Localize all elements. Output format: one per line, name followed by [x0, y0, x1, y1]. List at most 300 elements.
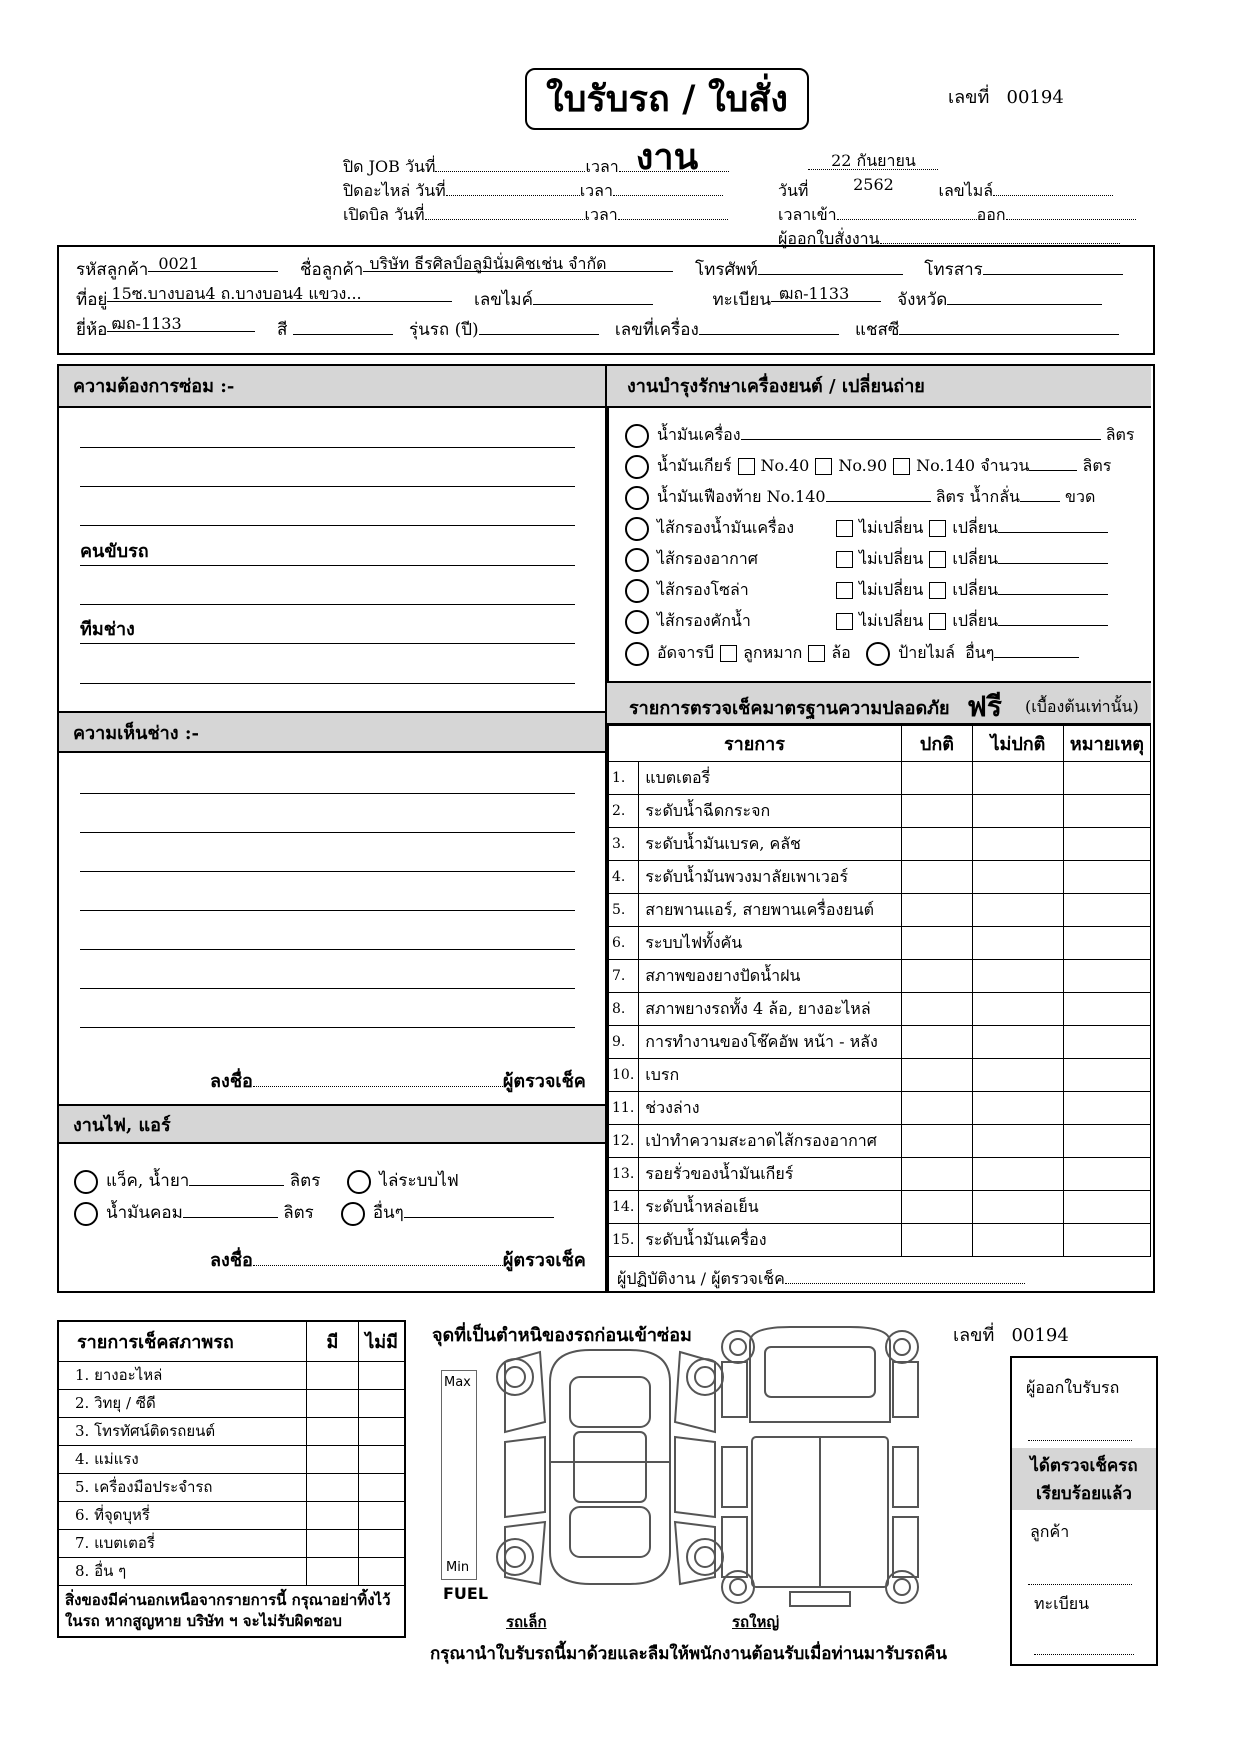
condition-table — [57, 1320, 406, 1638]
safety-title: รายการตรวจเช็คมาตรฐานความปลอดภัย — [629, 698, 950, 719]
car-diagram — [490, 1322, 920, 1612]
table-row — [58, 1473, 405, 1501]
plate-label: ทะเบียน — [712, 290, 771, 310]
table-row — [608, 1026, 1151, 1059]
safety-item: สภาพยางรถทั้ง 4 ล้อ, ยางอะไหล่ — [639, 993, 902, 1026]
doc-number-value: 00194 — [1006, 87, 1064, 108]
remark-cell[interactable] — [1063, 1191, 1150, 1224]
page-title: ใบรับรถ / ใบสั่งงาน — [525, 68, 809, 130]
comp-oil-liter: ลิตร — [283, 1203, 314, 1223]
remark-cell[interactable] — [1063, 960, 1150, 993]
safety-item: ระดับน้ำฉีดกระจก — [639, 795, 902, 828]
diesel-filter-no-change-checkbox[interactable] — [836, 582, 853, 599]
abnormal-cell[interactable] — [972, 993, 1063, 1026]
free-label: ฟรี — [967, 690, 1002, 723]
change-label: เปลี่ยน — [952, 611, 999, 630]
date-line — [778, 151, 1136, 203]
remark-cell[interactable] — [1063, 1158, 1150, 1191]
small-car-outline — [497, 1350, 723, 1584]
condition-item: 5. เครื่องมือประจำรถ — [58, 1473, 306, 1501]
gear-oil-liter: ลิตร — [1082, 456, 1112, 475]
table-row — [608, 795, 1151, 828]
close-parts-time-label: เวลา — [579, 181, 613, 200]
electric-checker-label: ผู้ตรวจเช็ค — [502, 1250, 586, 1271]
abnormal-cell[interactable] — [972, 762, 1063, 795]
table-row — [58, 1417, 405, 1445]
electric-options — [74, 1165, 554, 1229]
ball-joint-checkbox[interactable] — [720, 645, 737, 662]
row-number: 14. — [608, 1191, 639, 1224]
water-filter-no-change-checkbox[interactable] — [836, 613, 853, 630]
plate-value: ฒถ-1133 — [778, 284, 850, 303]
filter-row — [625, 516, 1108, 541]
team-label: ทีมช่าง — [80, 619, 135, 640]
air-filter-label: ไส้กรองอากาศ — [657, 549, 758, 568]
customer-code-label: รหัสลูกค้า — [76, 260, 149, 280]
have-cell[interactable] — [306, 1445, 359, 1473]
abnormal-cell[interactable] — [972, 894, 1063, 927]
engine-oil-label: น้ำมันเครื่อง — [657, 425, 741, 444]
abnormal-cell[interactable] — [972, 861, 1063, 894]
receive-dates — [778, 151, 1136, 251]
customer-name-label: ชื่อลูกค้า — [299, 260, 364, 280]
mile-sign-label: ป้ายไมล์ — [898, 643, 955, 662]
row-number: 12. — [608, 1125, 639, 1158]
table-row — [608, 1059, 1151, 1092]
have-cell[interactable] — [306, 1417, 359, 1445]
row-number: 13. — [608, 1158, 639, 1191]
maintenance-heading: งานบำรุงรักษาเครื่องยนต์ / เปลี่ยนถ่าย — [607, 366, 1151, 408]
open-bill-label: เปิดบิล วันที่ — [343, 205, 425, 224]
opinion-heading: ความเห็นช่าง :- — [59, 711, 607, 753]
condition-item: 3. โทรทัศน์ติดรถยนต์ — [58, 1417, 306, 1445]
row-number: 7. — [608, 960, 639, 993]
opinion-signature — [210, 1066, 586, 1095]
safety-item: ระดับน้ำมันเครื่อง — [639, 1224, 902, 1257]
oil-filter-label: ไส้กรองน้ำมันเครื่อง — [657, 518, 795, 537]
table-row — [58, 1501, 405, 1529]
model-label: รุ่นรถ (ปี) — [409, 320, 479, 340]
opinion-line — [80, 1027, 575, 1028]
condition-item: 1. ยางอะไหล่ — [58, 1361, 306, 1389]
issuer-label: ผู้ออกใบสั่งงาน — [778, 229, 880, 248]
electric-signature — [210, 1245, 586, 1274]
mileage-label: เลขไมล์ — [938, 181, 994, 200]
remark-cell[interactable] — [1063, 993, 1150, 1026]
remark-cell[interactable] — [1063, 1059, 1150, 1092]
normal-cell[interactable] — [901, 795, 972, 828]
air-filter-radio[interactable] — [625, 548, 649, 572]
address-value: 15ซ.บางบอน4 ถ.บางบอน4 แขวง... — [111, 284, 362, 303]
driver-label: คนขับรถ — [80, 541, 149, 562]
close-parts-label: ปิดอะไหล่ วันที่ — [343, 181, 446, 200]
normal-cell[interactable] — [901, 861, 972, 894]
table-row — [608, 1092, 1151, 1125]
row-number: 1. — [608, 762, 639, 795]
close-job-label: ปิด JOB วันที่ — [343, 157, 436, 176]
none-cell[interactable] — [359, 1501, 405, 1529]
vacuum-label: แว็ค, น้ำยา — [106, 1171, 190, 1191]
remark-cell[interactable] — [1063, 828, 1150, 861]
customer-name-value: บริษัท ธีรศิลป์อลูมินั่มคิชเช่น จำกัด — [369, 254, 607, 273]
normal-cell[interactable] — [901, 1026, 972, 1059]
small-car-label: รถเล็ก — [506, 1613, 547, 1631]
diesel-filter-radio[interactable] — [625, 579, 649, 603]
row-number: 15. — [608, 1224, 639, 1257]
opinion-line — [80, 832, 575, 833]
customer-code-value: 0021 — [158, 254, 200, 273]
table-row — [608, 861, 1151, 894]
safety-item: ช่วงล่าง — [639, 1092, 902, 1125]
abnormal-cell[interactable] — [972, 1026, 1063, 1059]
diesel-filter-label: ไส้กรองโซล่า — [657, 580, 749, 599]
safety-item: สภาพของยางปัดน้ำฝน — [639, 960, 902, 993]
electric-row-1 — [74, 1165, 554, 1197]
table-row — [58, 1445, 405, 1473]
electric-other-label: อื่นๆ — [372, 1203, 404, 1223]
abnormal-cell[interactable] — [972, 1092, 1063, 1125]
repair-line — [80, 525, 575, 526]
safety-item: เบรก — [639, 1059, 902, 1092]
air-filter-no-change-checkbox[interactable] — [836, 551, 853, 568]
none-cell[interactable] — [359, 1417, 405, 1445]
no-change-label: ไม่เปลี่ยน — [859, 611, 924, 630]
time-line — [778, 203, 1136, 227]
row-number: 5. — [608, 894, 639, 927]
normal-cell[interactable] — [901, 927, 972, 960]
mileage-label-2: เลขไมค์ — [474, 290, 533, 310]
filter-row — [625, 609, 1108, 634]
table-row — [58, 1389, 405, 1417]
stub-box — [1010, 1356, 1158, 1666]
safety-item: ระดับน้ำมันเบรค, คลัช — [639, 828, 902, 861]
big-car-outline — [722, 1327, 918, 1606]
no140-checkbox[interactable] — [893, 458, 910, 475]
normal-cell[interactable] — [901, 1224, 972, 1257]
abnormal-cell[interactable] — [972, 828, 1063, 861]
have-cell[interactable] — [306, 1529, 359, 1557]
change-label: เปลี่ยน — [952, 518, 999, 537]
table-row — [58, 1557, 405, 1585]
ball-joint-label: ลูกหมาก — [743, 643, 803, 662]
have-cell[interactable] — [306, 1473, 359, 1501]
fuel-gauge — [441, 1370, 477, 1580]
safety-item: ระดับน้ำมันพวงมาลัยเพาเวอร์ — [639, 861, 902, 894]
no40-checkbox[interactable] — [738, 458, 755, 475]
condition-warning: สิ่งของมีค่านอกเหนือจากรายการนี้ กรุณาอย่าทิ้งไว้ในรถ หากสูญหาย บริษัท ฯ จะไม่รับผิดชอบ — [58, 1585, 405, 1637]
comp-oil-label: น้ำมันคอม — [106, 1203, 183, 1223]
comp-oil-radio[interactable] — [74, 1202, 98, 1226]
safety-heading — [607, 681, 1151, 725]
water-label: น้ำกลั่น — [969, 487, 1020, 506]
diff-oil-liter: ลิตร — [935, 487, 965, 506]
condition-item: 2. วิทยุ / ซีดี — [58, 1389, 306, 1417]
customer-info — [76, 255, 1123, 345]
none-cell[interactable] — [359, 1529, 405, 1557]
remark-cell[interactable] — [1063, 1224, 1150, 1257]
row-number: 6. — [608, 927, 639, 960]
opinion-line — [80, 871, 575, 872]
stub-plate-line — [1034, 1640, 1134, 1655]
table-row — [608, 828, 1151, 861]
table-row — [58, 1529, 405, 1557]
have-cell[interactable] — [306, 1389, 359, 1417]
row-number: 3. — [608, 828, 639, 861]
filter-row — [625, 547, 1108, 572]
normal-cell[interactable] — [901, 960, 972, 993]
opinion-line — [80, 949, 575, 950]
opinion-line — [80, 910, 575, 911]
safety-item: ระดับน้ำหล่อเย็น — [639, 1191, 902, 1224]
sign-label: ลงชื่อ — [210, 1071, 253, 1092]
diff-oil-radio[interactable] — [625, 486, 649, 510]
repair-line — [80, 486, 575, 487]
have-cell[interactable] — [306, 1557, 359, 1585]
doc-number — [948, 82, 1064, 111]
oil-filter-radio[interactable] — [625, 517, 649, 541]
diagram-footer: กรุณานำใบรับรถนี้มาด้วยและลืมให้พนักงานต้อนรับเมื่อท่านมารับรถคืน — [430, 1644, 947, 1664]
engine-oil-liter: ลิตร — [1105, 425, 1135, 444]
normal-cell[interactable] — [901, 762, 972, 795]
no90-label: No.90 — [838, 456, 888, 475]
normal-cell[interactable] — [901, 993, 972, 1026]
fuel-max: Max — [444, 1375, 471, 1390]
table-row — [58, 1361, 405, 1389]
table-row — [608, 1191, 1151, 1224]
wheel-checkbox[interactable] — [808, 645, 825, 662]
electric-heading: งานไฟ, แอร์ — [59, 1104, 607, 1144]
stub-doc-number — [953, 1320, 1069, 1349]
customer-row-1 — [76, 255, 1123, 285]
normal-cell[interactable] — [901, 1125, 972, 1158]
none-cell[interactable] — [359, 1473, 405, 1501]
remark-cell[interactable] — [1063, 762, 1150, 795]
row-number: 11. — [608, 1092, 639, 1125]
province-label: จังหวัด — [897, 290, 948, 310]
repair-line — [80, 604, 575, 605]
fuel-label: FUEL — [443, 1584, 489, 1603]
customer-row-2 — [76, 285, 1123, 315]
operator-label: ผู้ปฏิบัติงาน / ผู้ตรวจเช็ค — [617, 1269, 785, 1288]
row-number: 10. — [608, 1059, 639, 1092]
condition-item: 7. แบตเตอรี่ — [58, 1529, 306, 1557]
normal-cell[interactable] — [901, 1158, 972, 1191]
table-row — [608, 1125, 1151, 1158]
phone-label: โทรศัพท์ — [694, 260, 758, 280]
stub-doc-number-value: 00194 — [1011, 1325, 1069, 1346]
no140-label: No.140 — [916, 456, 976, 475]
row-number: 4. — [608, 861, 639, 894]
col-remark: หมายเหตุ — [1063, 726, 1150, 762]
no90-checkbox[interactable] — [815, 458, 832, 475]
gear-oil-radio[interactable] — [625, 455, 649, 479]
table-row — [608, 762, 1151, 795]
wheel-label: ล้อ — [831, 643, 851, 662]
table-row — [608, 894, 1151, 927]
stub-issuer-line — [1028, 1426, 1132, 1441]
diagram-heading: จุดที่เป็นตำหนิของรถก่อนเข้าซ่อม — [432, 1325, 692, 1346]
col-item: รายการ — [608, 726, 902, 762]
change-label: เปลี่ยน — [952, 549, 999, 568]
color-label: สี — [277, 320, 288, 340]
normal-cell[interactable] — [901, 1191, 972, 1224]
abnormal-cell[interactable] — [972, 1191, 1063, 1224]
electric-row-2 — [74, 1197, 554, 1229]
opinion-line — [80, 988, 575, 989]
table-row — [608, 927, 1151, 960]
close-job-time-label: เวลา — [585, 157, 619, 176]
vacuum-liter: ลิตร — [289, 1171, 321, 1191]
stub-customer: ลูกค้า — [1030, 1522, 1070, 1541]
abnormal-cell[interactable] — [972, 1125, 1063, 1158]
safety-table — [607, 725, 1151, 1257]
water-filter-change-checkbox[interactable] — [929, 613, 946, 630]
abnormal-cell[interactable] — [972, 795, 1063, 828]
open-bill-time-label: เวลา — [584, 205, 618, 224]
fuel-min: Min — [446, 1560, 470, 1575]
remark-cell[interactable] — [1063, 927, 1150, 960]
none-cell[interactable] — [359, 1557, 405, 1585]
grease-row — [625, 641, 1079, 666]
safety-item: รอยรั่วของน้ำมันเกียร์ — [639, 1158, 902, 1191]
grease-label: อัดจารบี — [657, 643, 715, 662]
repair-line — [80, 447, 575, 448]
gear-oil-row — [625, 454, 1111, 479]
none-cell[interactable] — [359, 1445, 405, 1473]
filter-row — [625, 578, 1108, 603]
diff-oil-row — [625, 485, 1095, 510]
none-cell[interactable] — [359, 1389, 405, 1417]
col-normal: ปกติ — [901, 726, 972, 762]
abnormal-cell[interactable] — [972, 960, 1063, 993]
close-job-line — [343, 155, 729, 179]
remark-cell[interactable] — [1063, 894, 1150, 927]
remark-cell[interactable] — [1063, 1125, 1150, 1158]
col-abnormal: ไม่ปกติ — [972, 726, 1063, 762]
customer-row-3 — [76, 315, 1123, 345]
table-row — [608, 960, 1151, 993]
condition-item: 6. ที่จุดบุหรี่ — [58, 1501, 306, 1529]
bottle-label: ขวด — [1065, 487, 1096, 506]
close-parts-line — [343, 179, 729, 203]
job-dates — [343, 155, 729, 227]
condition-col-none: ไม่มี — [359, 1321, 405, 1361]
repair-heading: ความต้องการซ่อม :- — [59, 366, 607, 408]
brand-label: ยี่ห้อ — [76, 320, 108, 340]
grease-radio[interactable] — [625, 642, 649, 666]
have-cell[interactable] — [306, 1501, 359, 1529]
no-change-label: ไม่เปลี่ยน — [859, 518, 924, 537]
electric-other-radio[interactable] — [341, 1202, 365, 1226]
table-row — [608, 1158, 1151, 1191]
amount-label: จำนวน — [980, 456, 1030, 475]
big-car-label: รถใหญ่ — [732, 1613, 780, 1631]
vacuum-radio[interactable] — [74, 1170, 98, 1194]
normal-cell[interactable] — [901, 1092, 972, 1125]
no-change-label: ไม่เปลี่ยน — [859, 549, 924, 568]
normal-cell[interactable] — [901, 828, 972, 861]
table-row — [608, 993, 1151, 1026]
oil-filter-no-change-checkbox[interactable] — [836, 520, 853, 537]
water-filter-radio[interactable] — [625, 610, 649, 634]
bleed-radio[interactable] — [347, 1170, 371, 1194]
remark-cell[interactable] — [1063, 861, 1150, 894]
no-change-label: ไม่เปลี่ยน — [859, 580, 924, 599]
condition-col-have: มี — [306, 1321, 359, 1361]
operator-line — [617, 1267, 1025, 1292]
have-cell[interactable] — [306, 1361, 359, 1389]
stub-issuer: ผู้ออกใบรับรถ — [1026, 1378, 1120, 1397]
condition-header-row — [58, 1321, 405, 1361]
row-number: 9. — [608, 1026, 639, 1059]
table-row — [608, 1224, 1151, 1257]
repair-line — [80, 643, 575, 644]
mile-sign-radio[interactable] — [866, 642, 890, 666]
stub-doc-number-label: เลขที่ — [953, 1325, 995, 1346]
condition-item: 8. อื่น ๆ — [58, 1557, 306, 1585]
engine-oil-radio[interactable] — [625, 424, 649, 448]
remark-cell[interactable] — [1063, 1092, 1150, 1125]
electric-sign-label: ลงชื่อ — [210, 1250, 253, 1271]
time-out-label: ออก — [976, 205, 1006, 224]
safety-header-row — [608, 726, 1151, 762]
water-filter-label: ไส้กรองคักน้ำ — [657, 611, 751, 630]
stub-customer-line — [1028, 1570, 1132, 1585]
change-label: เปลี่ยน — [952, 580, 999, 599]
repair-line — [80, 565, 575, 566]
opinion-line — [80, 793, 575, 794]
stub-plate: ทะเบียน — [1034, 1594, 1090, 1613]
condition-item: 4. แม่แรง — [58, 1445, 306, 1473]
abnormal-cell[interactable] — [972, 927, 1063, 960]
open-bill-line — [343, 203, 729, 227]
safety-item: แบตเตอรี่ — [639, 762, 902, 795]
maintenance-other-label: อื่นๆ — [965, 643, 995, 662]
row-number: 8. — [608, 993, 639, 1026]
air-filter-change-checkbox[interactable] — [929, 551, 946, 568]
normal-cell[interactable] — [901, 1059, 972, 1092]
time-in-label: เวลาเข้า — [778, 205, 837, 224]
diesel-filter-change-checkbox[interactable] — [929, 582, 946, 599]
fax-label: โทรสาร — [924, 260, 983, 280]
safety-item: เป่าทำความสะอาดไส้กรองอากาศ — [639, 1125, 902, 1158]
doc-number-label: เลขที่ — [948, 87, 990, 108]
repair-box — [57, 364, 609, 1293]
abnormal-cell[interactable] — [972, 1059, 1063, 1092]
remark-cell[interactable] — [1063, 795, 1150, 828]
safety-item: การทำงานของโช๊คอัพ หน้า - หลัง — [639, 1026, 902, 1059]
normal-cell[interactable] — [901, 894, 972, 927]
date-label: วันที่ — [778, 181, 809, 200]
condition-warning-row — [58, 1585, 405, 1637]
brand-value: ฒถ-1133 — [111, 314, 182, 333]
engine-label: เลขที่เครื่อง — [614, 320, 699, 340]
remark-cell[interactable] — [1063, 1026, 1150, 1059]
diff-oil-label: น้ำมันเฟืองท้าย No.140 — [657, 487, 826, 506]
no40-label: No.40 — [760, 456, 810, 475]
address-label: ที่อยู่ — [76, 290, 108, 310]
safety-item: ระบบไฟทั้งคัน — [639, 927, 902, 960]
checker-label: ผู้ตรวจเช็ค — [502, 1071, 586, 1092]
condition-col-item: รายการเช็คสภาพรถ — [58, 1321, 306, 1361]
abnormal-cell[interactable] — [972, 1158, 1063, 1191]
date-value: 22 กันยายน 2562 — [831, 151, 916, 194]
oil-filter-change-checkbox[interactable] — [929, 520, 946, 537]
bleed-label: ไล่ระบบไฟ — [379, 1171, 459, 1191]
none-cell[interactable] — [359, 1361, 405, 1389]
abnormal-cell[interactable] — [972, 1224, 1063, 1257]
safety-note: (เบื้องต้นเท่านั้น) — [1025, 697, 1139, 716]
